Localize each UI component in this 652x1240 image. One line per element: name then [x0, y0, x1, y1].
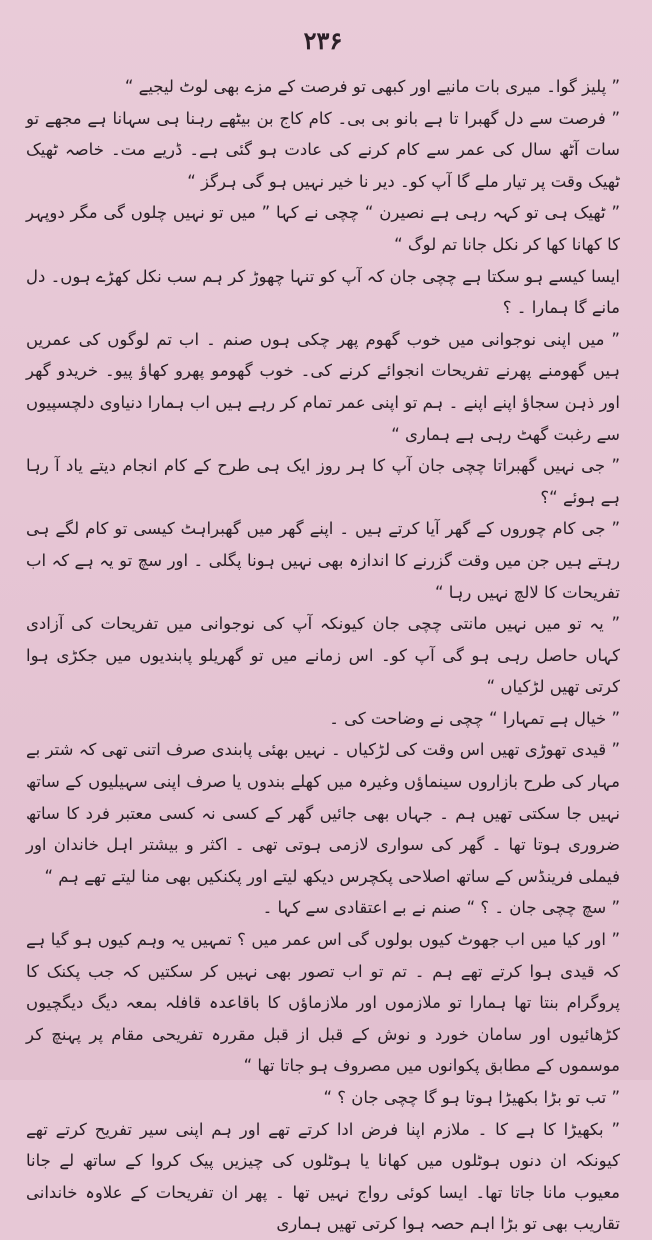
paragraph: ” اور کیا میں اب جھوٹ کیوں بولوں گی اس عمر میں ؟ تمہیں یہ وہم کیوں ہو گیا ہے کہ قیدی ہوا کرتے تھے ہم ۔ تم تو اب تصور بھی نہیں کر سکتیں کہ جب پکنک کا پروگرام بنتا تھا ہمارا تو ملازموں اور ملازماؤں کا باقاعدہ قافلہ بمعہ دیگ دیگچیوں کڑھائیوں اور سامان خورد و نوش کے قبل از قبل مقررہ تفریحی مقام پر پہنچ کر موسموں کے مطابق پکوانوں میں مصروف ہو جاتا تھا “ — [26, 930, 620, 1076]
page-text — [26, 71, 620, 1240]
paragraph: ” ٹھیک ہی تو کہہ رہی ہے نصیرن “ چچی نے کہا ” میں تو نہیں چلوں گی مگر دوپہر کا کھانا کھا کر نکل جانا تم لوگ “ — [26, 203, 620, 254]
paragraph: ” یہ تو میں نہیں مانتی چچی جان کیونکہ آپ کی نوجوانی میں تفریحات کی آزادی کہاں حاصل رہی ہو گی آپ کو۔ اس زمانے میں تو گھریلو پابندیوں میں جکڑی ہوا کرتی تھیں لڑکیاں “ — [26, 614, 620, 697]
paragraph: ” خیال ہے تمہارا “ چچی نے وضاحت کی ۔ — [329, 708, 620, 728]
paragraph: ” پلیز گوا۔ میری بات مانیے اور کبھی تو فرصت کے مزے بھی لوٹ لیجیے “ — [124, 77, 620, 96]
paragraph: ” جی نہیں گھبراتا چچی جان آپ کا ہر روز ایک ہی طرح کے کام انجام دیتے یاد آ رہا ہے ہوئے “؟ — [26, 456, 620, 507]
paragraph: ” بکھیڑا کا ہے کا ۔ ملازم اپنا فرض ادا کرتے تھے اور ہم اپنی سیر تفریح کرتے تھے کیونکہ ان دنوں ہوٹلوں میں کھانا یا ہوٹلوں کی چیزیں پیک کروا کے ساتھ لے جانا معیوب مانا جاتا تھا۔ ایسا کوئی رواج نہیں تھا ۔ پھر ان تفریحات کے علاوہ خاندانی تقاریب بھی تو بڑا اہم حصہ ہوا کرتی تھیں ہماری — [26, 1119, 620, 1234]
paragraph: ایسا کیسے ہو سکتا ہے چچی جان کہ آپ کو تنہا چھوڑ کر ہم سب نکل کھڑے ہوں۔ دل مانے گا ہمارا ۔ ؟ — [26, 266, 620, 318]
paragraph: ” فرصت سے دل گھبرا تا ہے بانو بی بی۔ کام کاج بن بیٹھے رہنا ہی سہانا ہے مجھے تو سات آٹھ سال کی عمر سے کام کرنے کی عادت ہو گئی ہے۔ ڈریے مت۔ خاصہ ٹھیک ٹھیک وقت پر تیار ملے گا آپ کو۔ دیر نا خیر نہیں ہو گی ہرگز “ — [26, 108, 620, 191]
page-number: ۲۳۶ — [303, 26, 343, 55]
paragraph: ” سچ چچی جان ۔ ؟ “ صنم نے بے اعتقادی سے کہا ۔ — [262, 898, 620, 918]
paragraph: ” میں اپنی نوجوانی میں خوب گھوم پھر چکی ہوں صنم ۔ اب تم لوگوں کی عمریں ہیں گھومنے پھرنے تفریحات انجوائے کرنے کی۔ خوب گھومو پھرو کھاؤ پیو۔ خریدو گھر اور ذہن سجاؤ اپنے اپنے ۔ ہم تو اپنی عمر تمام کر رہے ہیں اب ہمارا دنیاوی دلچسپیوں سے رغبت گھٹ رہی ہے ہماری “ — [26, 329, 620, 444]
paragraph: ” جی کام چوروں کے گھر آیا کرتے ہیں ۔ اپنے گھر میں گھبراہٹ کیسی تو کام لگے ہی رہتے ہیں جن میں وقت گزرنے کا اندازہ بھی نہیں ہونا پگلی ۔ اور سچ تو یہ ہے کہ اب تفریحات کا لالچ نہیں رہا “ — [26, 519, 620, 602]
paragraph: ” قیدی تھوڑی تھیں اس وقت کی لڑکیاں ۔ نہیں بھئی پابندی صرف اتنی تھی کہ شتر بے مہار کی طرح بازاروں سینماؤں وغیرہ میں کھلے بندوں یا صرف اپنی سہیلیوں کے ساتھ نہیں جا سکتی تھیں ہم ۔ جہاں بھی جائیں گھر کے کسی نہ کسی معتبر فرد کا ساتھ ضروری ہوتا تھا ۔ گھر کی سواری لازمی ہوتی تھی ۔ اکثر و بیشتر اہل خاندان اور فیملی فرینڈس کے ساتھ اصلاحی پکچرس دیکھ لیتے اور پکنکیں بھی منا لیتے تھے ہم “ — [26, 740, 620, 886]
paragraph: ” تب تو بڑا بکھیڑا ہوتا ہو گا چچی جان ؟ “ — [323, 1088, 620, 1107]
